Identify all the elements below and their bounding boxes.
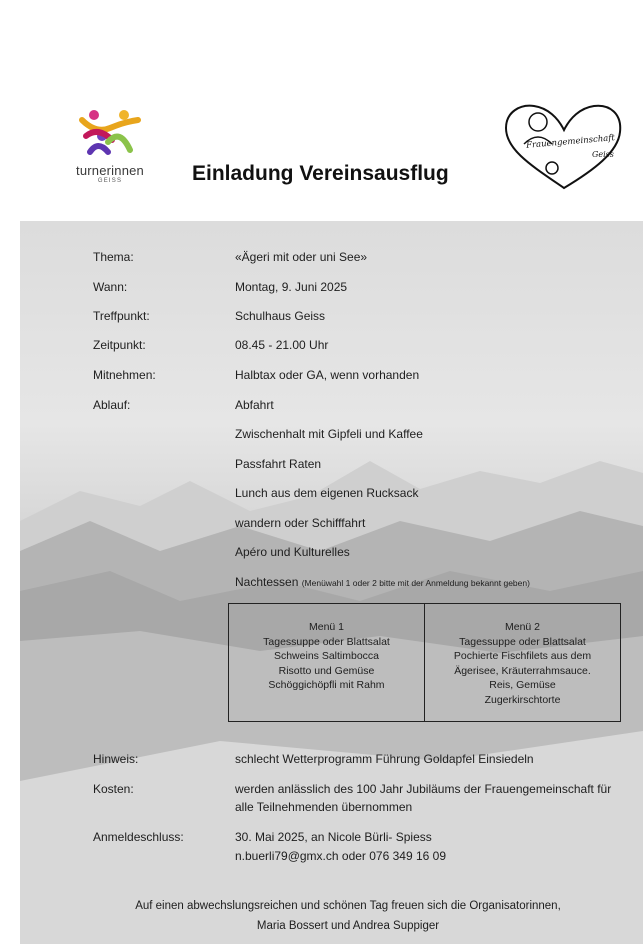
hinweis-label: Hinweis: xyxy=(93,752,139,766)
treffpunkt-label: Treffpunkt: xyxy=(93,309,150,323)
menu-1-cell xyxy=(229,604,424,721)
ablauf-item: Lunch aus dem eigenen Rucksack xyxy=(235,486,419,500)
thema-label: Thema: xyxy=(93,250,134,264)
kosten-value: werden anlässlich des 100 Jahr Jubiläums der Frauengemeinschaft für xyxy=(235,782,612,796)
menu-line: Pochierte Fischfilets aus dem xyxy=(453,650,592,662)
logo-right-line1: Frauengemeinschaft xyxy=(525,133,616,151)
turnerinnen-figures-icon xyxy=(68,106,152,156)
zeitpunkt-label: Zeitpunkt: xyxy=(93,338,146,352)
menu-table xyxy=(228,603,621,722)
ablauf-item: Zwischenhalt mit Gipfeli und Kaffee xyxy=(235,427,423,441)
menu-line: Tagessuppe oder Blattsalat xyxy=(459,635,586,648)
logo-subtitle: GEISS xyxy=(97,178,123,184)
menu-line: Zugerkirschtorte xyxy=(484,693,561,706)
kosten-value: alle Teilnehmenden übernommen xyxy=(235,800,413,814)
mitnehmen-label: Mitnehmen: xyxy=(93,368,156,382)
menu-2-cell xyxy=(424,604,620,721)
menu-line: Reis, Gemüse xyxy=(489,679,556,691)
ablauf-item: wandern oder Schifffahrt xyxy=(235,516,366,530)
menu-title: Menü 1 xyxy=(308,621,345,633)
ablauf-item: Abfahrt xyxy=(235,398,274,412)
closing-line: Auf einen abwechslungsreichen und schönen Tag freuen sich die Organisatorinnen, xyxy=(135,900,561,912)
menu-line: Risotto und Gemüse xyxy=(278,664,375,677)
menu-line: Schweins Saltimbocca xyxy=(273,650,380,662)
menu-title: Menü 2 xyxy=(504,621,541,633)
closing-text xyxy=(60,896,636,936)
hinweis-value: schlecht Wetterprogramm Führung Goldapfel Einsiedeln xyxy=(235,752,534,766)
mitnehmen-value: Halbtax oder GA, wenn vorhanden xyxy=(235,368,420,382)
anmeldeschluss-contact: n.buerli79@gmx.ch oder 076 349 16 09 xyxy=(235,849,446,863)
ablauf-label: Ablauf: xyxy=(93,398,131,412)
menu-line: Schöggichöpfli mit Rahm xyxy=(268,679,385,691)
wann-label: Wann: xyxy=(93,280,128,294)
treffpunkt-value: Schulhaus Geiss xyxy=(235,309,326,323)
anmeldeschluss-label: Anmeldeschluss: xyxy=(93,830,184,844)
turnerinnen-logo xyxy=(68,106,152,184)
nachtessen-label: Nachtessen xyxy=(235,575,299,589)
thema-value: «Ägeri mit oder uni See» xyxy=(235,250,368,264)
page-title: Einladung Vereinsausflug xyxy=(192,162,449,185)
ablauf-item: Passfahrt Raten xyxy=(235,457,322,471)
ablauf-item: Apéro und Kulturelles xyxy=(235,545,350,559)
wann-value: Montag, 9. Juni 2025 xyxy=(235,280,348,294)
kosten-label: Kosten: xyxy=(93,782,134,796)
zeitpunkt-value: 08.45 - 21.00 Uhr xyxy=(235,338,329,352)
anmeldeschluss-value: 30. Mai 2025, an Nicole Bürli- Spiess xyxy=(235,830,432,844)
logo-right-line2: Geiss xyxy=(592,150,614,159)
nachtessen-line xyxy=(235,575,530,589)
logo-wordmark: turnerinnen xyxy=(76,163,144,178)
menu-line: Ägerisee, Kräuterrahmsauce. xyxy=(454,664,591,677)
nachtessen-note: (Menüwahl 1 oder 2 bitte mit der Anmeldung bekannt geben) xyxy=(301,578,530,588)
closing-line: Maria Bossert und Andrea Suppiger xyxy=(256,920,440,932)
frauengemeinschaft-logo xyxy=(502,100,626,192)
menu-line: Tagessuppe oder Blattsalat xyxy=(263,635,390,648)
